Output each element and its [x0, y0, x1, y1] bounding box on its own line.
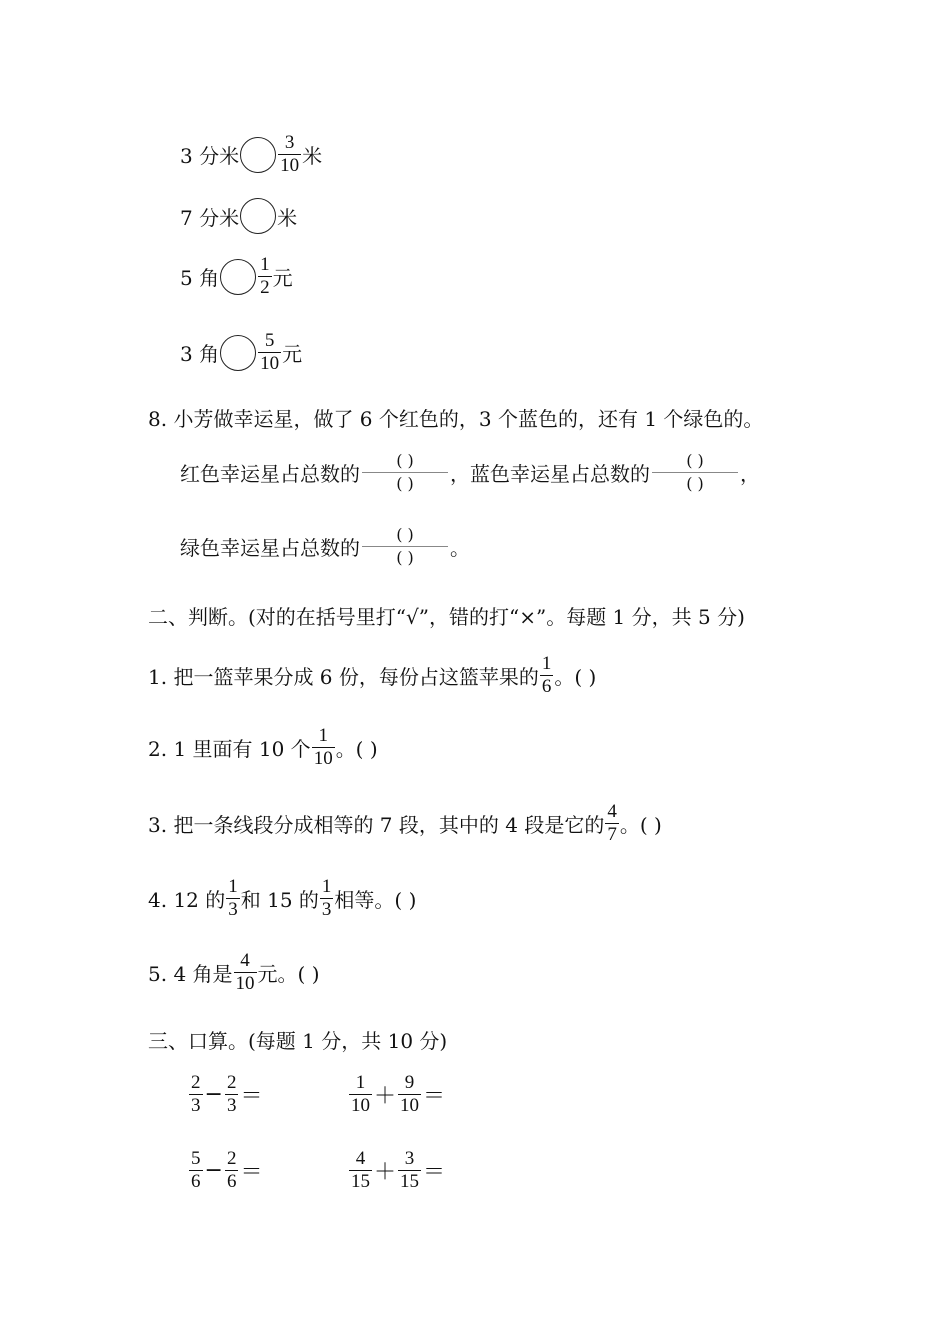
numerator: 1 — [355, 1072, 366, 1093]
numerator: 3 — [404, 1148, 415, 1169]
denominator: 6 — [226, 1171, 237, 1192]
answer-fraction-red[interactable] — [362, 450, 448, 495]
fraction — [605, 801, 619, 846]
denominator: 3 — [226, 1095, 237, 1116]
answer-fraction-green[interactable] — [362, 524, 448, 569]
item-text: 4. 12 的 — [148, 888, 226, 912]
compare-left: 5 角 — [180, 266, 220, 290]
compare-left: 7 分米 — [180, 205, 240, 230]
unit: 米 — [277, 205, 298, 230]
blank-denominator[interactable]: ( ) — [362, 472, 448, 495]
question-8-line-2 — [180, 524, 470, 569]
item-text: 和 15 的 — [240, 888, 319, 912]
compare-row-1 — [180, 132, 322, 177]
compare-row-2 — [180, 198, 297, 234]
fraction — [189, 1148, 203, 1193]
fraction — [349, 1072, 372, 1117]
compare-left: 3 角 — [180, 342, 220, 366]
numerator: 2 — [191, 1072, 201, 1093]
denominator: 10 — [351, 1095, 370, 1116]
mental-problem-1 — [188, 1072, 263, 1117]
equals-sign: ＝ — [240, 1160, 263, 1185]
mental-problem-4 — [348, 1148, 446, 1193]
denominator: 6 — [541, 676, 552, 697]
blank-numerator[interactable]: ( ) — [396, 451, 414, 470]
fraction — [234, 950, 257, 995]
blank-denominator[interactable]: ( ) — [362, 546, 448, 569]
unit: 元 — [272, 266, 293, 290]
judge-item-2 — [148, 725, 378, 770]
denominator: 15 — [400, 1171, 420, 1192]
period: 。 — [450, 536, 470, 560]
red-label: 红色幸运星占总数的 — [180, 462, 360, 486]
numerator: 4 — [240, 950, 250, 971]
fraction — [312, 725, 335, 770]
numerator: 5 — [191, 1148, 201, 1169]
minus-sign: − — [204, 1082, 223, 1107]
blue-label: ，蓝色幸运星占总数的 — [450, 462, 650, 486]
fraction — [540, 653, 554, 698]
denominator: 10 — [400, 1095, 420, 1116]
item-text: 1. 把一篮苹果分成 6 份，每份占这篮苹果的 — [148, 665, 539, 689]
denominator: 3 — [321, 899, 332, 920]
item-text: 3. 把一条线段分成相等的 7 段，其中的 4 段是它的 — [148, 813, 605, 837]
blank-numerator[interactable]: ( ) — [396, 525, 414, 544]
numerator: 4 — [607, 801, 617, 822]
denominator: 3 — [191, 1095, 201, 1116]
numerator: 5 — [264, 330, 275, 351]
fraction — [258, 254, 272, 299]
judge-item-4 — [148, 876, 416, 921]
numerator: 1 — [321, 876, 332, 897]
judge-item-1 — [148, 653, 596, 698]
unit: 米 — [302, 144, 323, 168]
numerator: 2 — [226, 1072, 237, 1093]
denominator: 10 — [235, 973, 255, 994]
denominator: 7 — [607, 824, 617, 845]
section-2-title — [148, 601, 745, 630]
compare-circle-blank[interactable] — [240, 137, 276, 173]
denominator: 10 — [260, 353, 280, 374]
denominator: 6 — [191, 1171, 201, 1192]
green-label: 绿色幸运星占总数的 — [180, 536, 360, 560]
fraction — [225, 1072, 239, 1117]
question-8-text — [148, 403, 763, 432]
fraction — [320, 876, 334, 921]
fraction — [258, 330, 281, 375]
denominator: 10 — [280, 155, 300, 176]
denominator: 3 — [228, 899, 238, 920]
fraction — [398, 1148, 421, 1193]
comma: ， — [740, 462, 760, 486]
unit: 元 — [282, 342, 303, 366]
numerator: 2 — [226, 1148, 237, 1169]
equals-sign: ＝ — [240, 1084, 263, 1109]
item-text: 5. 4 角是 — [148, 962, 233, 986]
fraction — [278, 132, 301, 177]
answer-paren[interactable]: 相等。( ) — [334, 888, 417, 912]
compare-row-4 — [180, 330, 302, 375]
fraction — [189, 1072, 203, 1117]
numerator: 9 — [404, 1072, 415, 1093]
answer-fraction-blue[interactable] — [652, 450, 738, 495]
answer-paren[interactable]: 。( ) — [619, 813, 662, 837]
numerator: 1 — [541, 653, 552, 674]
fraction — [349, 1148, 372, 1193]
compare-row-3 — [180, 254, 293, 299]
fraction — [398, 1072, 421, 1117]
mental-problem-2 — [348, 1072, 446, 1117]
section-title: 三、口算。(每题 1 分，共 10 分) — [148, 1029, 448, 1053]
mental-problem-3 — [188, 1148, 263, 1193]
compare-circle-blank[interactable] — [220, 259, 256, 295]
compare-left: 3 分米 — [180, 144, 240, 168]
question-8-line-1 — [180, 450, 760, 495]
numerator: 1 — [228, 876, 238, 897]
section-3-title — [148, 1025, 447, 1054]
answer-paren[interactable]: 。( ) — [335, 737, 378, 761]
equals-sign: ＝ — [423, 1084, 446, 1109]
denominator: 10 — [313, 748, 333, 769]
minus-sign: − — [204, 1158, 223, 1183]
numerator: 4 — [355, 1148, 366, 1169]
compare-circle-blank[interactable] — [220, 335, 256, 371]
denominator: 2 — [260, 277, 270, 298]
question-text: 8. 小芳做幸运星，做了 6 个红色的，3 个蓝色的，还有 1 个绿色的。 — [148, 407, 764, 431]
numerator: 3 — [284, 132, 295, 153]
answer-paren[interactable]: 。( ) — [554, 665, 597, 689]
fraction — [226, 876, 240, 921]
equals-sign: ＝ — [423, 1160, 446, 1185]
denominator: 15 — [351, 1171, 370, 1192]
judge-item-5 — [148, 950, 320, 995]
item-text: 2. 1 里面有 10 个 — [148, 737, 311, 761]
blank-numerator[interactable]: ( ) — [686, 451, 704, 470]
judge-item-3 — [148, 801, 662, 846]
compare-circle-blank[interactable] — [240, 198, 276, 234]
section-title: 二、判断。(对的在括号里打“√”，错的打“×”。每题 1 分，共 5 分) — [148, 605, 745, 629]
blank-denominator[interactable]: ( ) — [652, 472, 738, 495]
plus-sign: ＋ — [374, 1160, 397, 1185]
fraction — [225, 1148, 239, 1193]
plus-sign: ＋ — [374, 1084, 397, 1109]
numerator: 1 — [318, 725, 328, 746]
answer-paren[interactable]: 元。( ) — [257, 962, 320, 986]
numerator: 1 — [260, 254, 270, 275]
